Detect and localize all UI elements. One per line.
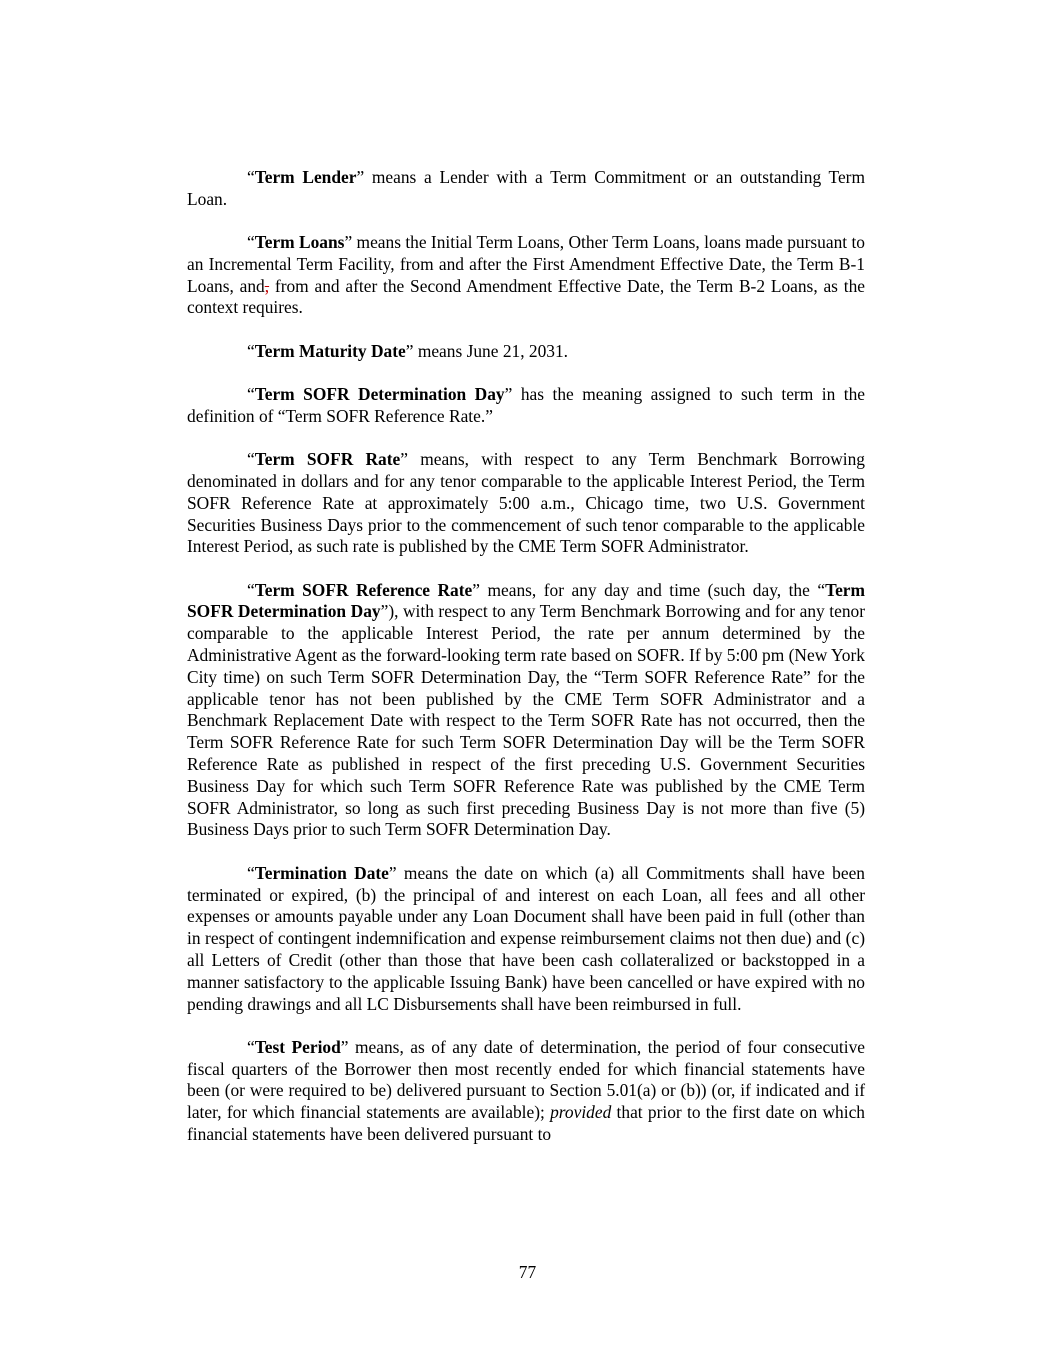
quote-close: ”	[388, 862, 397, 883]
definition-text-continued: that prior to the first date on which financial statements have been delivered pursuant to	[187, 1102, 865, 1144]
definition-text-continued: from and after the Second Amendment Effective Date, the Term B-2 Loans, as the context requires.	[187, 275, 865, 318]
defined-term: Term Lender	[254, 167, 357, 187]
deleted-comma-redline: ,	[264, 275, 270, 296]
definition-text: means the Initial Term Loans, Other Term Loans, loans made pursuant to an Incremental Term Facility, from and after the First Amendment Effective Date, the Term B-1 Loans, and	[187, 232, 865, 296]
definition-term-sofr-determination-day	[187, 384, 865, 428]
document-body	[187, 167, 865, 1146]
defined-term: Termination Date	[254, 862, 389, 883]
definition-text: means, as of any date of determination, the period of four consecutive fiscal quarters of the Borrower then most recently ended for which financial statements have been (or were required to be) delivered pursuant to Section 5.01(a) or (b)) (or, if indicated and if later, for which financial statements are available);	[187, 1036, 865, 1123]
defined-term: Term Loans	[254, 232, 345, 253]
definition-text: means June 21, 2031.	[413, 340, 569, 361]
definition-text: means a Lender with a Term Commitment or an outstanding Term Loan.	[187, 167, 866, 209]
defined-term: Term SOFR Reference Rate	[254, 579, 473, 600]
quote-open: “	[247, 449, 255, 470]
page-number: 77	[518, 1262, 537, 1282]
definition-term-maturity-date	[187, 341, 865, 363]
inner-defined-term: Term SOFR Determination Day	[187, 579, 865, 622]
definition-text: means the date on which (a) all Commitments shall have been terminated or expired, (b) the principal of and interest on each Loan, all fees and all other expenses or amounts payable under any Loan Document shall have been paid in full (other than in respect of contingent indemnification and expense reimbursement claims not then due) and (c) all Letters of Credit (other than those that have been cash collateralized or backstopped in a manner satisfactory to the applicable Issuing Bank) have been cancelled or have expired with no pending drawings and all LC Disbursements shall have been reimbursed in full.	[187, 862, 866, 1014]
quote-close: ”	[340, 1036, 349, 1057]
quote-open: “	[247, 232, 255, 253]
quote-open: “	[247, 862, 255, 883]
defined-term: Test Period	[254, 1036, 341, 1057]
definition-test-period	[187, 1037, 865, 1146]
definition-term-lender	[187, 167, 865, 211]
definition-term-sofr-reference-rate	[187, 580, 865, 842]
quote-close: ”	[472, 579, 480, 600]
definition-text: means, for any day and time (such day, the “	[480, 579, 826, 600]
quote-close: ”	[344, 232, 353, 253]
quote-open: “	[247, 579, 255, 600]
quote-close: ”	[400, 449, 408, 470]
defined-term: Term Maturity Date	[254, 340, 406, 361]
quote-open: “	[247, 340, 255, 361]
definition-text: means, with respect to any Term Benchmark Borrowing denominated in dollars and for any tenor comparable to the applicable Interest Period, the Term SOFR Reference Rate at approximately 5:00 a.m., Chicago time, two U.S. Government Securities Business Days prior to the commencement of such tenor comparable to the applicable Interest Period, as such rate is published by the CME Term SOFR Administrator.	[187, 449, 865, 557]
quote-open: “	[247, 1036, 255, 1057]
defined-term: Term SOFR Determination Day	[254, 384, 505, 405]
quote-close: ”	[356, 167, 365, 187]
definition-text-continued: ”), with respect to any Term Benchmark Borrowing and for any tenor comparable to the applicable Interest Period, the rate per annum determined by the Administrative Agent as the forward-looking term rate based on SOFR. If by 5:00 pm (New York City time) on such Term SOFR Determination Day, the “Term SOFR Reference Rate” for the applicable tenor has not been published by the CME Term SOFR Administrator and a Benchmark Replacement Date with respect to the Term SOFR Rate has not occurred, then the Term SOFR Reference Rate for such Term SOFR Determination Day will be the Term SOFR Reference Rate as published in respect of the first preceding U.S. Government Securities Business Day for which such Term SOFR Reference Rate was published by the CME Term SOFR Administrator, so long as such first preceding Business Day is not more than five (5) Business Days prior to such Term SOFR Determination Day.	[187, 601, 865, 840]
definition-termination-date	[187, 863, 865, 1016]
definition-term-sofr-rate	[187, 449, 865, 558]
quote-close: ”	[504, 384, 513, 405]
quote-open: “	[247, 167, 255, 187]
italic-proviso: provided	[550, 1102, 612, 1123]
definition-term-loans	[187, 232, 865, 319]
definition-text: has the meaning assigned to such term in the definition of “Term SOFR Reference Rate.”	[187, 384, 865, 426]
quote-close: ”	[405, 340, 414, 361]
quote-open: “	[247, 384, 255, 405]
defined-term: Term SOFR Rate	[254, 449, 401, 470]
